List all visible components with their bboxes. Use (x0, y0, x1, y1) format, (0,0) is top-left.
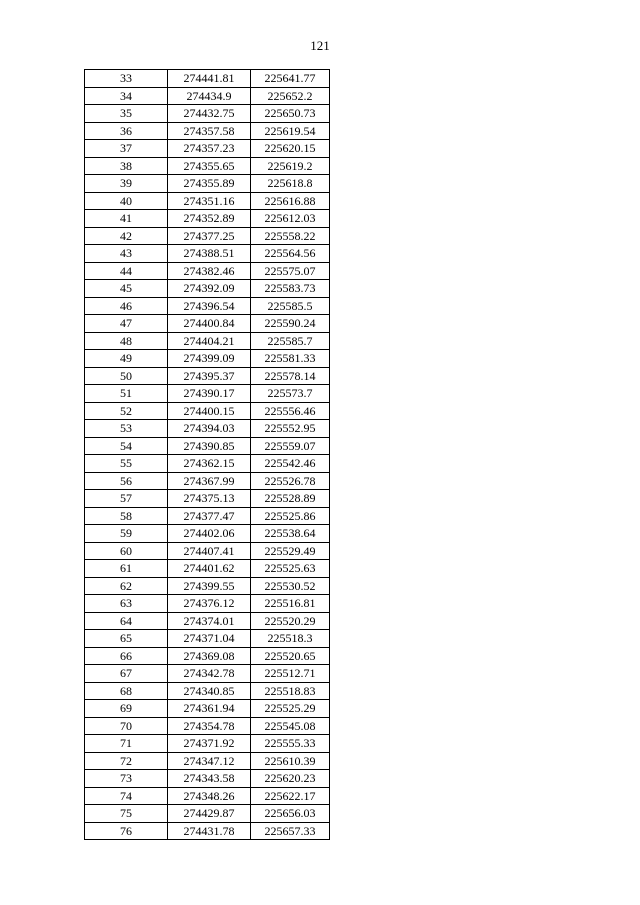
point-number-cell: 34 (85, 87, 168, 105)
y-coordinate-cell: 225652.2 (251, 87, 330, 105)
table-row (85, 805, 330, 823)
table-row (85, 595, 330, 613)
point-number-cell: 49 (85, 350, 168, 368)
table-row (85, 245, 330, 263)
table-row (85, 612, 330, 630)
point-number-cell: 54 (85, 437, 168, 455)
table-row (85, 105, 330, 123)
y-coordinate-cell: 225525.86 (251, 507, 330, 525)
y-coordinate-cell: 225538.64 (251, 525, 330, 543)
point-number-cell: 69 (85, 700, 168, 718)
y-coordinate-cell: 225516.81 (251, 595, 330, 613)
table-row (85, 315, 330, 333)
table-row (85, 420, 330, 438)
x-coordinate-cell: 274390.17 (168, 385, 251, 403)
table-row (85, 70, 330, 88)
x-coordinate-cell: 274354.78 (168, 717, 251, 735)
y-coordinate-cell: 225590.24 (251, 315, 330, 333)
x-coordinate-cell: 274376.12 (168, 595, 251, 613)
y-coordinate-cell: 225656.03 (251, 805, 330, 823)
table-row (85, 402, 330, 420)
x-coordinate-cell: 274351.16 (168, 192, 251, 210)
x-coordinate-cell: 274441.81 (168, 70, 251, 88)
point-number-cell: 48 (85, 332, 168, 350)
y-coordinate-cell: 225529.49 (251, 542, 330, 560)
point-number-cell: 37 (85, 140, 168, 158)
y-coordinate-cell: 225555.33 (251, 735, 330, 753)
y-coordinate-cell: 225578.14 (251, 367, 330, 385)
point-number-cell: 75 (85, 805, 168, 823)
point-number-cell: 52 (85, 402, 168, 420)
x-coordinate-cell: 274431.78 (168, 822, 251, 840)
point-number-cell: 53 (85, 420, 168, 438)
x-coordinate-cell: 274390.85 (168, 437, 251, 455)
y-coordinate-cell: 225622.17 (251, 787, 330, 805)
x-coordinate-cell: 274402.06 (168, 525, 251, 543)
y-coordinate-cell: 225558.22 (251, 227, 330, 245)
point-number-cell: 35 (85, 105, 168, 123)
point-number-cell: 41 (85, 210, 168, 228)
table-row (85, 560, 330, 578)
table-row (85, 682, 330, 700)
table-row (85, 437, 330, 455)
y-coordinate-cell: 225612.03 (251, 210, 330, 228)
y-coordinate-cell: 225585.5 (251, 297, 330, 315)
x-coordinate-cell: 274357.58 (168, 122, 251, 140)
x-coordinate-cell: 274371.92 (168, 735, 251, 753)
point-number-cell: 40 (85, 192, 168, 210)
x-coordinate-cell: 274357.23 (168, 140, 251, 158)
table-row (85, 262, 330, 280)
table-row (85, 157, 330, 175)
y-coordinate-cell: 225512.71 (251, 665, 330, 683)
x-coordinate-cell: 274392.09 (168, 280, 251, 298)
table-row (85, 367, 330, 385)
x-coordinate-cell: 274340.85 (168, 682, 251, 700)
y-coordinate-cell: 225619.2 (251, 157, 330, 175)
table-row (85, 787, 330, 805)
table-row (85, 87, 330, 105)
y-coordinate-cell: 225520.65 (251, 647, 330, 665)
point-number-cell: 67 (85, 665, 168, 683)
x-coordinate-cell: 274395.37 (168, 367, 251, 385)
table-row (85, 525, 330, 543)
page-number: 121 (310, 38, 330, 53)
y-coordinate-cell: 225641.77 (251, 70, 330, 88)
x-coordinate-cell: 274371.04 (168, 630, 251, 648)
x-coordinate-cell: 274388.51 (168, 245, 251, 263)
x-coordinate-cell: 274396.54 (168, 297, 251, 315)
y-coordinate-cell: 225620.23 (251, 770, 330, 788)
point-number-cell: 51 (85, 385, 168, 403)
point-number-cell: 59 (85, 525, 168, 543)
x-coordinate-cell: 274355.65 (168, 157, 251, 175)
table-row (85, 717, 330, 735)
y-coordinate-cell: 225657.33 (251, 822, 330, 840)
y-coordinate-cell: 225620.15 (251, 140, 330, 158)
table-row (85, 630, 330, 648)
point-number-cell: 57 (85, 490, 168, 508)
table-row (85, 700, 330, 718)
point-number-cell: 60 (85, 542, 168, 560)
table-row (85, 455, 330, 473)
point-number-cell: 70 (85, 717, 168, 735)
point-number-cell: 42 (85, 227, 168, 245)
x-coordinate-cell: 274407.41 (168, 542, 251, 560)
x-coordinate-cell: 274355.89 (168, 175, 251, 193)
y-coordinate-cell: 225581.33 (251, 350, 330, 368)
point-number-cell: 62 (85, 577, 168, 595)
x-coordinate-cell: 274434.9 (168, 87, 251, 105)
point-number-cell: 47 (85, 315, 168, 333)
y-coordinate-cell: 225583.73 (251, 280, 330, 298)
x-coordinate-cell: 274377.47 (168, 507, 251, 525)
coordinates-table-body (85, 70, 330, 840)
x-coordinate-cell: 274382.46 (168, 262, 251, 280)
y-coordinate-cell: 225525.29 (251, 700, 330, 718)
table-row (85, 507, 330, 525)
point-number-cell: 44 (85, 262, 168, 280)
x-coordinate-cell: 274361.94 (168, 700, 251, 718)
y-coordinate-cell: 225650.73 (251, 105, 330, 123)
y-coordinate-cell: 225564.56 (251, 245, 330, 263)
x-coordinate-cell: 274367.99 (168, 472, 251, 490)
y-coordinate-cell: 225520.29 (251, 612, 330, 630)
y-coordinate-cell: 225530.52 (251, 577, 330, 595)
x-coordinate-cell: 274401.62 (168, 560, 251, 578)
x-coordinate-cell: 274377.25 (168, 227, 251, 245)
table-row (85, 280, 330, 298)
point-number-cell: 46 (85, 297, 168, 315)
y-coordinate-cell: 225618.8 (251, 175, 330, 193)
x-coordinate-cell: 274374.01 (168, 612, 251, 630)
y-coordinate-cell: 225525.63 (251, 560, 330, 578)
point-number-cell: 65 (85, 630, 168, 648)
point-number-cell: 73 (85, 770, 168, 788)
y-coordinate-cell: 225542.46 (251, 455, 330, 473)
table-row (85, 227, 330, 245)
y-coordinate-cell: 225518.3 (251, 630, 330, 648)
table-row (85, 175, 330, 193)
table-row (85, 192, 330, 210)
point-number-cell: 33 (85, 70, 168, 88)
table-row (85, 297, 330, 315)
y-coordinate-cell: 225610.39 (251, 752, 330, 770)
point-number-cell: 56 (85, 472, 168, 490)
x-coordinate-cell: 274352.89 (168, 210, 251, 228)
table-row (85, 665, 330, 683)
x-coordinate-cell: 274432.75 (168, 105, 251, 123)
y-coordinate-cell: 225575.07 (251, 262, 330, 280)
point-number-cell: 45 (85, 280, 168, 298)
table-row (85, 770, 330, 788)
x-coordinate-cell: 274362.15 (168, 455, 251, 473)
y-coordinate-cell: 225518.83 (251, 682, 330, 700)
y-coordinate-cell: 225559.07 (251, 437, 330, 455)
x-coordinate-cell: 274369.08 (168, 647, 251, 665)
table-row (85, 350, 330, 368)
point-number-cell: 36 (85, 122, 168, 140)
point-number-cell: 50 (85, 367, 168, 385)
table-row (85, 647, 330, 665)
point-number-cell: 71 (85, 735, 168, 753)
table-row (85, 577, 330, 595)
table-row (85, 822, 330, 840)
point-number-cell: 61 (85, 560, 168, 578)
point-number-cell: 63 (85, 595, 168, 613)
table-row (85, 542, 330, 560)
coordinates-table (84, 69, 330, 840)
y-coordinate-cell: 225619.54 (251, 122, 330, 140)
point-number-cell: 58 (85, 507, 168, 525)
point-number-cell: 66 (85, 647, 168, 665)
point-number-cell: 38 (85, 157, 168, 175)
point-number-cell: 39 (85, 175, 168, 193)
point-number-cell: 74 (85, 787, 168, 805)
point-number-cell: 43 (85, 245, 168, 263)
x-coordinate-cell: 274400.15 (168, 402, 251, 420)
table-row (85, 210, 330, 228)
point-number-cell: 64 (85, 612, 168, 630)
table-row (85, 490, 330, 508)
x-coordinate-cell: 274343.58 (168, 770, 251, 788)
table-row (85, 385, 330, 403)
x-coordinate-cell: 274342.78 (168, 665, 251, 683)
x-coordinate-cell: 274347.12 (168, 752, 251, 770)
point-number-cell: 72 (85, 752, 168, 770)
y-coordinate-cell: 225526.78 (251, 472, 330, 490)
table-row (85, 332, 330, 350)
x-coordinate-cell: 274399.55 (168, 577, 251, 595)
y-coordinate-cell: 225616.88 (251, 192, 330, 210)
y-coordinate-cell: 225585.7 (251, 332, 330, 350)
table-row (85, 140, 330, 158)
y-coordinate-cell: 225573.7 (251, 385, 330, 403)
table-row (85, 735, 330, 753)
y-coordinate-cell: 225528.89 (251, 490, 330, 508)
x-coordinate-cell: 274429.87 (168, 805, 251, 823)
x-coordinate-cell: 274404.21 (168, 332, 251, 350)
y-coordinate-cell: 225552.95 (251, 420, 330, 438)
x-coordinate-cell: 274399.09 (168, 350, 251, 368)
table-row (85, 122, 330, 140)
x-coordinate-cell: 274348.26 (168, 787, 251, 805)
x-coordinate-cell: 274375.13 (168, 490, 251, 508)
x-coordinate-cell: 274400.84 (168, 315, 251, 333)
y-coordinate-cell: 225556.46 (251, 402, 330, 420)
point-number-cell: 76 (85, 822, 168, 840)
table-row (85, 752, 330, 770)
table-row (85, 472, 330, 490)
x-coordinate-cell: 274394.03 (168, 420, 251, 438)
y-coordinate-cell: 225545.08 (251, 717, 330, 735)
point-number-cell: 55 (85, 455, 168, 473)
point-number-cell: 68 (85, 682, 168, 700)
